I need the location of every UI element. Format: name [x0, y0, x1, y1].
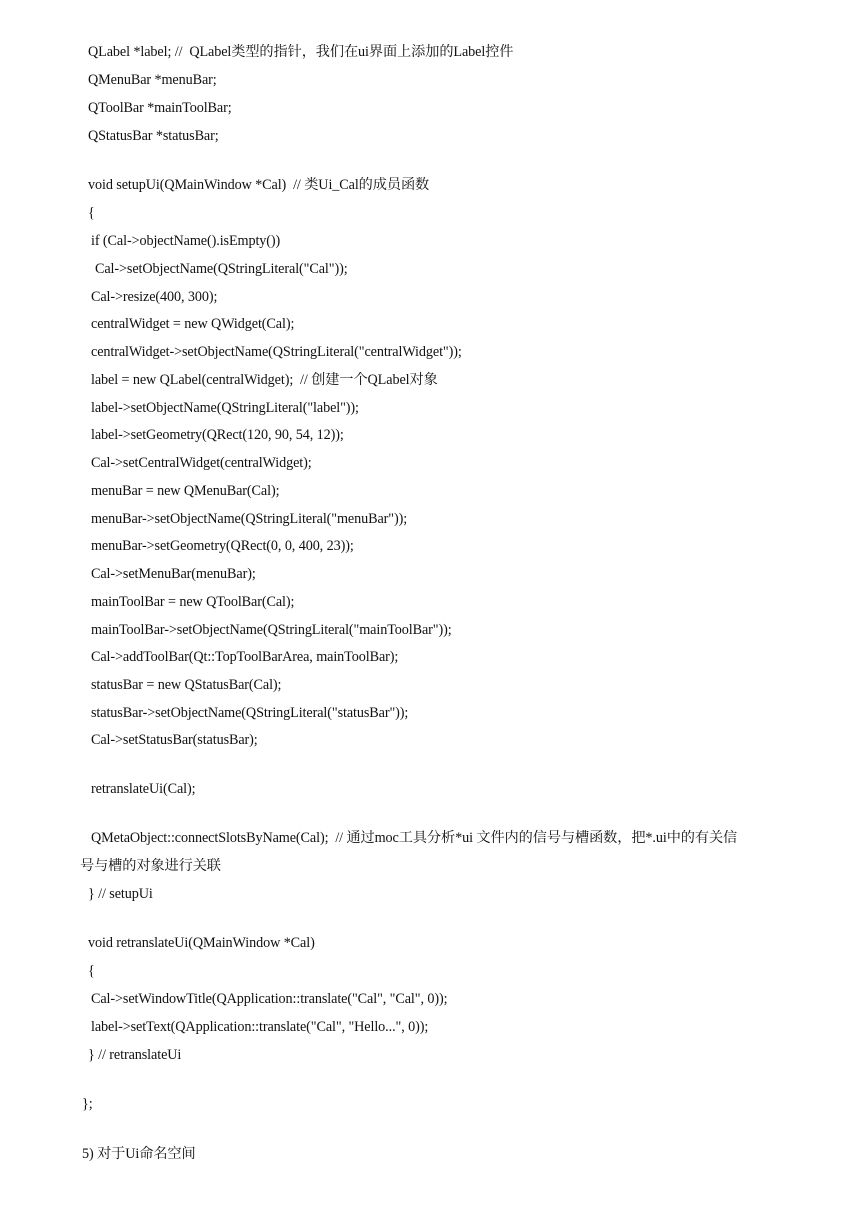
code-line: 号与槽的对象进行关联 [80, 858, 221, 874]
code-line: Cal->resize(400, 300); [91, 289, 218, 305]
code-line: label->setObjectName(QStringLiteral("label")); [91, 400, 359, 416]
code-line: mainToolBar = new QToolBar(Cal); [91, 594, 295, 610]
code-line: } // retranslateUi [88, 1047, 182, 1063]
code-line: mainToolBar->setObjectName(QStringLiteral("mainToolBar")); [91, 622, 452, 638]
code-line: void retranslateUi(QMainWindow *Cal) [88, 935, 315, 951]
code-line: QMetaObject::connectSlotsByName(Cal); // 通过moc工具分析*ui 文件内的信号与槽函数，把*.ui中的有关信 [91, 830, 738, 846]
code-line: menuBar = new QMenuBar(Cal); [91, 483, 280, 499]
code-line: Cal->setMenuBar(menuBar); [91, 566, 256, 582]
code-line: }; [82, 1096, 93, 1112]
code-line: label->setGeometry(QRect(120, 90, 54, 12)); [91, 427, 344, 443]
code-line: Cal->setCentralWidget(centralWidget); [91, 455, 312, 471]
code-line: Cal->setStatusBar(statusBar); [91, 732, 258, 748]
code-line: statusBar->setObjectName(QStringLiteral("statusBar")); [91, 705, 409, 721]
code-line: label = new QLabel(centralWidget); // 创建一个QLabel对象 [91, 372, 438, 388]
code-line: centralWidget = new QWidget(Cal); [91, 316, 295, 332]
code-line: centralWidget->setObjectName(QStringLiteral("centralWidget")); [91, 344, 462, 360]
code-line: statusBar = new QStatusBar(Cal); [91, 677, 282, 693]
code-line: QLabel *label; // QLabel类型的指针，我们在ui界面上添加的Label控件 [88, 44, 514, 60]
code-line: retranslateUi(Cal); [91, 781, 196, 797]
code-line: menuBar->setGeometry(QRect(0, 0, 400, 23)); [91, 538, 354, 554]
code-line: QStatusBar *statusBar; [88, 128, 219, 144]
code-line: menuBar->setObjectName(QStringLiteral("menuBar")); [91, 511, 408, 527]
code-line: { [88, 205, 95, 221]
code-line: } // setupUi [88, 886, 153, 902]
code-line: Cal->setObjectName(QStringLiteral("Cal")); [95, 261, 348, 277]
section-heading: 5) 对于Ui命名空间 [82, 1146, 196, 1162]
code-line: Cal->setWindowTitle(QApplication::translate("Cal", "Cal", 0)); [91, 991, 448, 1007]
code-line: QMenuBar *menuBar; [88, 72, 217, 88]
code-line: if (Cal->objectName().isEmpty()) [91, 233, 281, 249]
code-line: label->setText(QApplication::translate("Cal", "Hello...", 0)); [91, 1019, 429, 1035]
code-line: { [88, 963, 95, 979]
code-line: QToolBar *mainToolBar; [88, 100, 232, 116]
code-line: Cal->addToolBar(Qt::TopToolBarArea, mainToolBar); [91, 649, 399, 665]
code-line: void setupUi(QMainWindow *Cal) // 类Ui_Cal的成员函数 [88, 177, 430, 193]
